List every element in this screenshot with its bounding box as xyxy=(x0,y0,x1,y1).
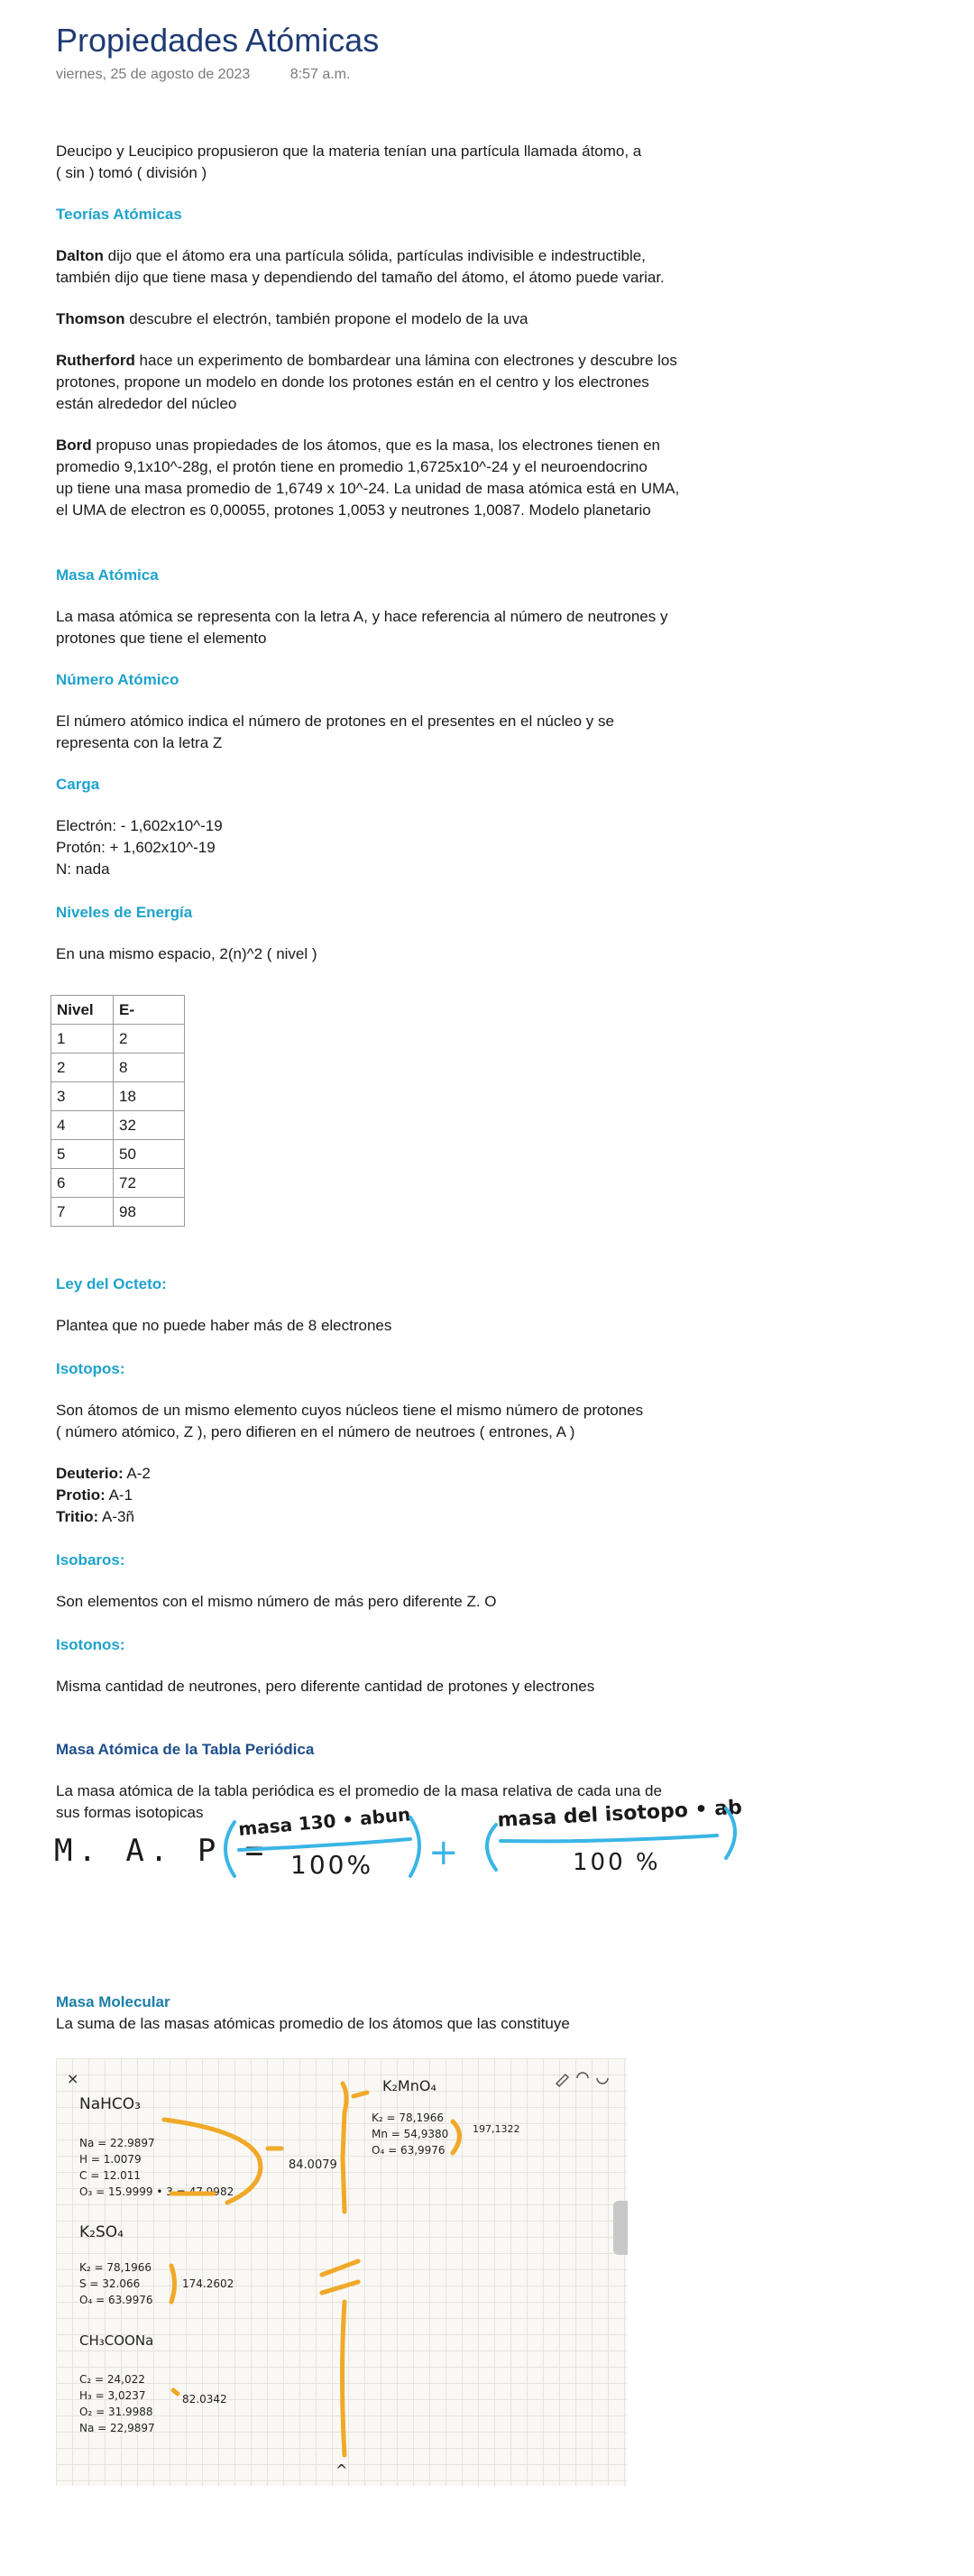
page-meta xyxy=(56,67,386,83)
table-row xyxy=(51,1198,185,1227)
sketch-f1-o: O₃ = 15.9999 • 3 = 47.9982 xyxy=(79,2185,234,2198)
table-cell: 1 xyxy=(51,1025,114,1053)
bord-text: promedio 9,1x10^-28g, el protón tiene en promedio 1,6725x10^-24 y el neuroendocrino xyxy=(56,458,648,475)
isotopes-text: ( número atómico, Z ), pero difieren en el número de neutroes ( entrones, A ) xyxy=(56,1423,575,1440)
mass-text: La masa atómica se representa con la letra A, y hace referencia al número de neutrones y xyxy=(56,608,668,625)
isotones-text: Misma cantidad de neutrones, pero diferente cantidad de protones y electrones xyxy=(56,1678,595,1695)
charge-proton: Protón: + 1,602x10^-19 xyxy=(56,839,216,856)
table-row xyxy=(51,1053,185,1082)
thomson-text: descubre el electrón, también propone el modelo de la uva xyxy=(124,310,528,327)
number-paragraph xyxy=(56,711,705,754)
sketch-f4-result: 197,1322 xyxy=(473,2123,520,2135)
sketch-f3-result: 82.0342 xyxy=(182,2393,227,2406)
intro-paragraph xyxy=(56,141,705,184)
table-header-cell: Nivel xyxy=(51,996,114,1025)
sketch-f3-h: H₃ = 3,0237 xyxy=(79,2389,146,2402)
table-cell: 5 xyxy=(51,1140,114,1169)
sketch-f3-c: C₂ = 24,022 xyxy=(79,2373,145,2386)
levels-table xyxy=(51,995,185,1227)
page-title: Propiedades Atómicas xyxy=(56,22,380,59)
table-header-cell: E- xyxy=(114,996,185,1025)
protio-label: Protio: xyxy=(56,1486,106,1504)
isobars-heading: Isobaros: xyxy=(56,1551,125,1569)
table-cell: 50 xyxy=(114,1140,185,1169)
sketch-f1-h: H = 1.0079 xyxy=(79,2153,142,2166)
formula-term2-top: masa del isotopo • ab xyxy=(497,1796,743,1832)
tritio-label: Tritio: xyxy=(56,1508,99,1525)
table-cell: 32 xyxy=(114,1111,185,1140)
table-row xyxy=(51,1025,185,1053)
table-row xyxy=(51,1169,185,1198)
mass-paragraph xyxy=(56,606,705,649)
thomson-name: Thomson xyxy=(56,310,125,327)
isobars-text: Son elementos con el mismo número de más pero diferente Z. O xyxy=(56,1593,497,1610)
sketch-formula-1: NaHCO₃ xyxy=(79,2095,141,2113)
sketch-f1-c: C = 12.011 xyxy=(79,2169,142,2182)
mass-heading: Masa Atómica xyxy=(56,566,159,584)
formula-plus: + xyxy=(428,1832,459,1873)
table-row xyxy=(51,1140,185,1169)
protio-value: A-1 xyxy=(105,1486,133,1504)
sketch-f1-na: Na = 22.9897 xyxy=(79,2137,155,2149)
table-cell: 98 xyxy=(114,1198,185,1227)
sketch-f4-k: K₂ = 78,1966 xyxy=(372,2111,444,2124)
isotopes-heading: Isotopos: xyxy=(56,1360,125,1377)
formula-term2-bottom: 100 % xyxy=(573,1849,661,1876)
deuterio-value: A-2 xyxy=(123,1465,151,1482)
sketch-formula-2: K₂SO₄ xyxy=(79,2223,124,2241)
rutherford-text: están alrededor del núcleo xyxy=(56,395,237,412)
bord-name: Bord xyxy=(56,437,92,454)
bord-paragraph xyxy=(56,435,705,521)
table-cell: 7 xyxy=(51,1198,114,1227)
dalton-text: dijo que el átomo era una partícula sólida, partículas indivisible e indestructible, xyxy=(103,247,646,264)
page-time: 8:57 a.m. xyxy=(289,67,351,82)
molecular-text: La suma de las masas atómicas promedio de los átomos que las constituye xyxy=(56,2015,570,2032)
levels-heading: Niveles de Energía xyxy=(56,904,193,921)
rutherford-paragraph xyxy=(56,350,705,415)
bord-text: el UMA de electron es 0,00055, protones 1,0053 y neutrones 1,0087. Modelo planetario xyxy=(56,501,651,519)
charge-heading: Carga xyxy=(56,776,100,793)
sketch-formula-3: CH₃COONa xyxy=(79,2332,154,2349)
number-heading: Número Atómico xyxy=(56,671,179,688)
table-row xyxy=(51,1111,185,1140)
rutherford-text: protones, propone un modelo en donde los protones están en el centro y los electrones xyxy=(56,373,649,391)
formula-term1-bottom: 100% xyxy=(290,1850,374,1880)
sketch-f3-o: O₂ = 31.9988 xyxy=(79,2406,153,2418)
intro-line: ( sin ) tomó ( división ) xyxy=(56,164,207,181)
number-text: El número atómico indica el número de protones en el presentes en el núcleo y se xyxy=(56,713,614,730)
sketch-f2-s: S = 32.066 xyxy=(79,2277,141,2290)
table-cell: 2 xyxy=(51,1053,114,1082)
isotopes-paragraph xyxy=(56,1400,705,1443)
sketch-canvas[interactable] xyxy=(56,2058,627,2486)
table-cell: 2 xyxy=(114,1025,185,1053)
table-cell: 8 xyxy=(114,1053,185,1082)
sketch-f4-o: O₄ = 63,9976 xyxy=(372,2144,446,2157)
table-row xyxy=(51,996,185,1025)
isotones-heading: Isotonos: xyxy=(56,1636,125,1653)
dalton-text: también dijo que tiene masa y dependiendo del tamaño del átomo, el átomo puede variar. xyxy=(56,269,665,286)
rutherford-text: hace un experimento de bombardear una lámina con electrones y descubre los xyxy=(134,352,677,369)
intro-line: Deucipo y Leucipico propusieron que la materia tenían una partícula llamada átomo, a xyxy=(56,143,642,160)
molecular-heading: Masa Molecular xyxy=(56,1993,170,2010)
side-panel-tab[interactable] xyxy=(613,2201,628,2255)
tritio-value: A-3ñ xyxy=(98,1508,134,1525)
formula-lhs: M. A. P = xyxy=(54,1833,270,1869)
isotopes-text: Son átomos de un mismo elemento cuyos núcleos tiene el mismo número de protones xyxy=(56,1402,644,1419)
theories-heading: Teorías Atómicas xyxy=(56,206,182,223)
table-cell: 18 xyxy=(114,1082,185,1111)
sketch-f2-result: 174.2602 xyxy=(182,2277,234,2290)
sketch-f4-mn: Mn = 54,9380 xyxy=(372,2128,449,2140)
table-row xyxy=(51,1082,185,1111)
mass-text: protones que tiene el elemento xyxy=(56,630,267,647)
bord-text: propuso unas propiedades de los átomos, que es la masa, los electrones tienen en xyxy=(91,437,661,454)
sketch-f1-result: 84.0079 xyxy=(289,2158,337,2172)
table-cell: 3 xyxy=(51,1082,114,1111)
periodic-text: La masa atómica de la tabla periódica es el promedio de la masa relativa de cada una de xyxy=(56,1782,662,1799)
deuterio-label: Deuterio: xyxy=(56,1465,124,1482)
dalton-name: Dalton xyxy=(56,247,104,264)
close-icon[interactable]: × xyxy=(67,2070,79,2087)
chevron-up-icon[interactable]: ^ xyxy=(335,2461,348,2479)
number-text: representa con la letra Z xyxy=(56,734,223,751)
bord-text: up tiene una masa promedio de 1,6749 x 10^-24. La unidad de masa atómica está en UMA, xyxy=(56,480,680,497)
formula-term1-top: masa 130 • abun xyxy=(237,1803,412,1840)
charge-paragraph xyxy=(56,815,705,880)
thomson-paragraph xyxy=(56,308,705,330)
periodic-heading: Masa Atómica de la Tabla Periódica xyxy=(56,1741,315,1758)
table-cell: 6 xyxy=(51,1169,114,1198)
periodic-text: sus formas isotopicas xyxy=(56,1804,204,1821)
sketch-f3-na: Na = 22,9897 xyxy=(79,2422,155,2434)
rutherford-name: Rutherford xyxy=(56,352,135,369)
handwritten-formula xyxy=(54,1790,758,1890)
charge-neutron: N: nada xyxy=(56,860,110,878)
levels-text: En una mismo espacio, 2(n)^2 ( nivel ) xyxy=(56,945,317,962)
dalton-paragraph xyxy=(56,245,705,289)
sketch-f2-k: K₂ = 78,1966 xyxy=(79,2261,152,2274)
sketch-f2-o: O₄ = 63.9976 xyxy=(79,2294,153,2306)
charge-electron: Electrón: - 1,602x10^-19 xyxy=(56,817,223,834)
isotopes-list xyxy=(56,1463,705,1528)
page-date: viernes, 25 de agosto de 2023 xyxy=(56,67,251,82)
sketch-formula-4: K₂MnO₄ xyxy=(382,2077,436,2094)
octet-text: Plantea que no puede haber más de 8 electrones xyxy=(56,1317,392,1334)
table-cell: 72 xyxy=(114,1169,185,1198)
table-cell: 4 xyxy=(51,1111,114,1140)
sketch-drawing xyxy=(56,2058,627,2486)
octet-heading: Ley del Octeto: xyxy=(56,1275,167,1293)
